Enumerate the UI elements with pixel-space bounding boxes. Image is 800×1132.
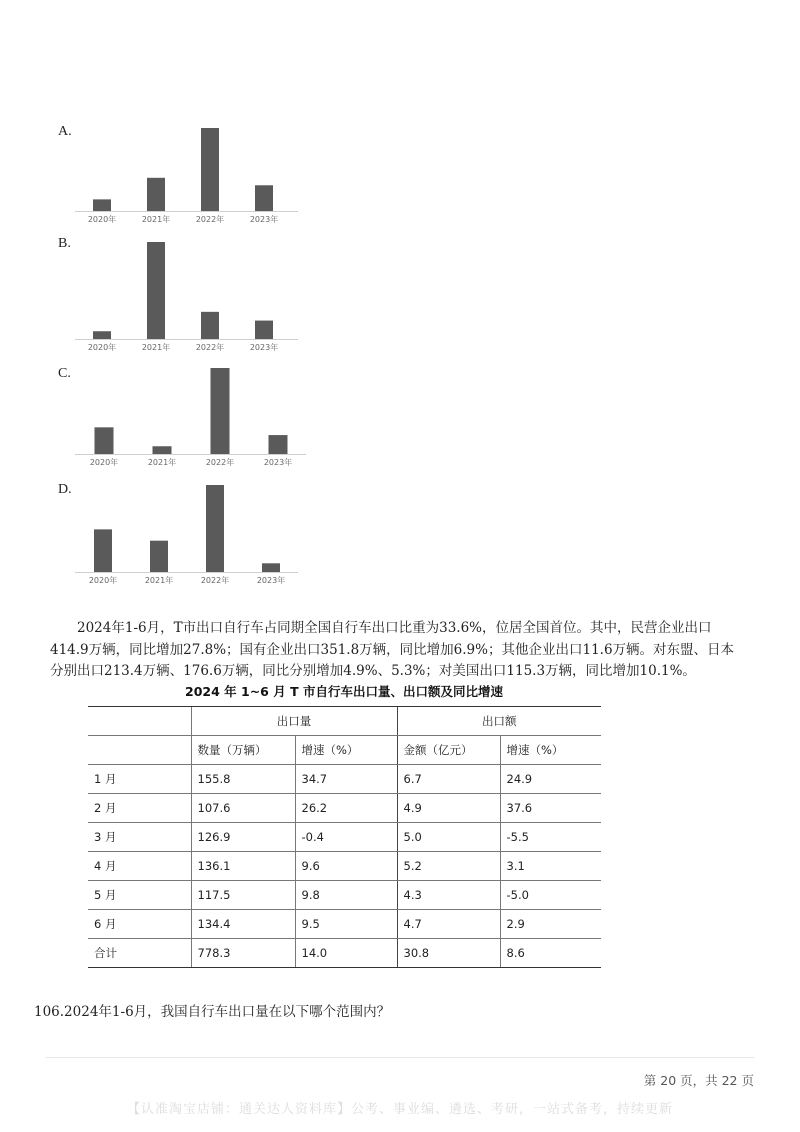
table-row xyxy=(88,852,601,881)
row-amount: 5.0 xyxy=(397,823,500,852)
sub-header-amount-growth: 增速（%） xyxy=(500,736,601,765)
chart-tick-label: 2022年 xyxy=(195,215,225,224)
table-corner-cell xyxy=(88,707,191,736)
row-quantity-growth: 34.7 xyxy=(295,765,397,794)
chart-tick-label: 2023年 xyxy=(249,343,279,352)
table-row xyxy=(88,881,601,910)
chart-tick-label: 2021年 xyxy=(141,215,171,224)
row-month: 1 月 xyxy=(88,765,191,794)
chart-tick-label: 2023年 xyxy=(263,458,293,467)
export-table xyxy=(88,706,601,968)
question-text: 106.2024年1-6月，我国自行车出口量在以下哪个范围内？ xyxy=(34,1004,391,1020)
row-amount-growth: -5.0 xyxy=(500,881,601,910)
chart-tick-label: 2020年 xyxy=(88,576,118,585)
row-quantity: 778.3 xyxy=(191,939,295,968)
chart-tick-label: 2020年 xyxy=(89,458,119,467)
row-amount-growth: 24.9 xyxy=(500,765,601,794)
chart-tick-label: 2023年 xyxy=(249,215,279,224)
chart-tick-label: 2021年 xyxy=(144,576,174,585)
row-month: 6 月 xyxy=(88,910,191,939)
chart-tick-label: 2023年 xyxy=(256,576,286,585)
row-month: 5 月 xyxy=(88,881,191,910)
chart-tick-label: 2020年 xyxy=(87,215,117,224)
row-quantity: 126.9 xyxy=(191,823,295,852)
table-sub-header-row xyxy=(88,736,601,765)
row-amount: 5.2 xyxy=(397,852,500,881)
table-row xyxy=(88,823,601,852)
row-amount-growth: 37.6 xyxy=(500,794,601,823)
row-quantity-growth: 9.5 xyxy=(295,910,397,939)
row-month: 4 月 xyxy=(88,852,191,881)
option-d-label: D. xyxy=(58,482,72,497)
intro-paragraph xyxy=(50,618,740,683)
table-corner-cell-2 xyxy=(88,736,191,765)
row-month: 2 月 xyxy=(88,794,191,823)
row-quantity-growth: 9.6 xyxy=(295,852,397,881)
row-amount: 6.7 xyxy=(397,765,500,794)
row-quantity: 117.5 xyxy=(191,881,295,910)
row-quantity: 155.8 xyxy=(191,765,295,794)
row-amount-growth: 3.1 xyxy=(500,852,601,881)
row-amount-growth: -5.5 xyxy=(500,823,601,852)
chart-bar xyxy=(262,563,280,572)
chart-bar xyxy=(150,541,168,572)
footer-divider xyxy=(46,1057,754,1058)
chart-tick-label: 2020年 xyxy=(87,343,117,352)
row-quantity: 136.1 xyxy=(191,852,295,881)
chart-tick-label: 2022年 xyxy=(195,343,225,352)
row-quantity-growth: -0.4 xyxy=(295,823,397,852)
chart-tick-label: 2021年 xyxy=(141,343,171,352)
row-amount: 4.9 xyxy=(397,794,500,823)
option-b-label: B. xyxy=(58,236,71,251)
row-quantity-growth: 26.2 xyxy=(295,794,397,823)
chart-tick-label: 2022年 xyxy=(200,576,230,585)
sub-header-quantity-growth: 增速（%） xyxy=(295,736,397,765)
row-amount-growth: 8.6 xyxy=(500,939,601,968)
watermark-text: 【认准淘宝店铺：通关达人资料库】公考、事业编、遴选、考研，一站式备考，持续更新 xyxy=(126,1102,673,1117)
chart-bar xyxy=(206,485,224,572)
option-c-label: C. xyxy=(58,366,71,381)
row-quantity: 107.6 xyxy=(191,794,295,823)
table-total-row xyxy=(88,939,601,968)
chart-bar xyxy=(94,529,112,572)
row-month: 合计 xyxy=(88,939,191,968)
row-amount: 30.8 xyxy=(397,939,500,968)
row-amount-growth: 2.9 xyxy=(500,910,601,939)
row-month: 3 月 xyxy=(88,823,191,852)
row-amount: 4.3 xyxy=(397,881,500,910)
row-quantity-growth: 14.0 xyxy=(295,939,397,968)
option-a-label: A. xyxy=(58,124,72,139)
group-header-value: 出口额 xyxy=(397,707,601,736)
sub-header-quantity: 数量（万辆） xyxy=(191,736,295,765)
page-number: 第 20 页，共 22 页 xyxy=(643,1073,754,1088)
sub-header-amount: 金额（亿元） xyxy=(397,736,500,765)
row-quantity: 134.4 xyxy=(191,910,295,939)
group-header-volume: 出口量 xyxy=(191,707,397,736)
paragraph-line-1: 2024年1-6月，T市出口自行车占同期全国自行车出口比重为33.6%，位居全国首位。其中，民营企业出口 xyxy=(77,620,712,636)
chart-tick-label: 2022年 xyxy=(205,458,235,467)
chart-tick-label: 2021年 xyxy=(147,458,177,467)
table-row xyxy=(88,910,601,939)
table-title: 2024 年 1~6 月 T 市自行车出口量、出口额及同比增速 xyxy=(185,684,503,699)
paragraph-line-3: 分别出口213.4万辆、176.6万辆，同比分别增加4.9%、5.3%；对美国出口115.3万辆，同比增加10.1%。 xyxy=(50,663,696,679)
table-group-header-row xyxy=(88,707,601,736)
table-row xyxy=(88,765,601,794)
row-amount: 4.7 xyxy=(397,910,500,939)
row-quantity-growth: 9.8 xyxy=(295,881,397,910)
paragraph-line-2: 414.9万辆，同比增加27.8%；国有企业出口351.8万辆，同比增加6.9%；其他企业出口11.6万辆。对东盟、日本 xyxy=(50,641,735,658)
table-row xyxy=(88,794,601,823)
